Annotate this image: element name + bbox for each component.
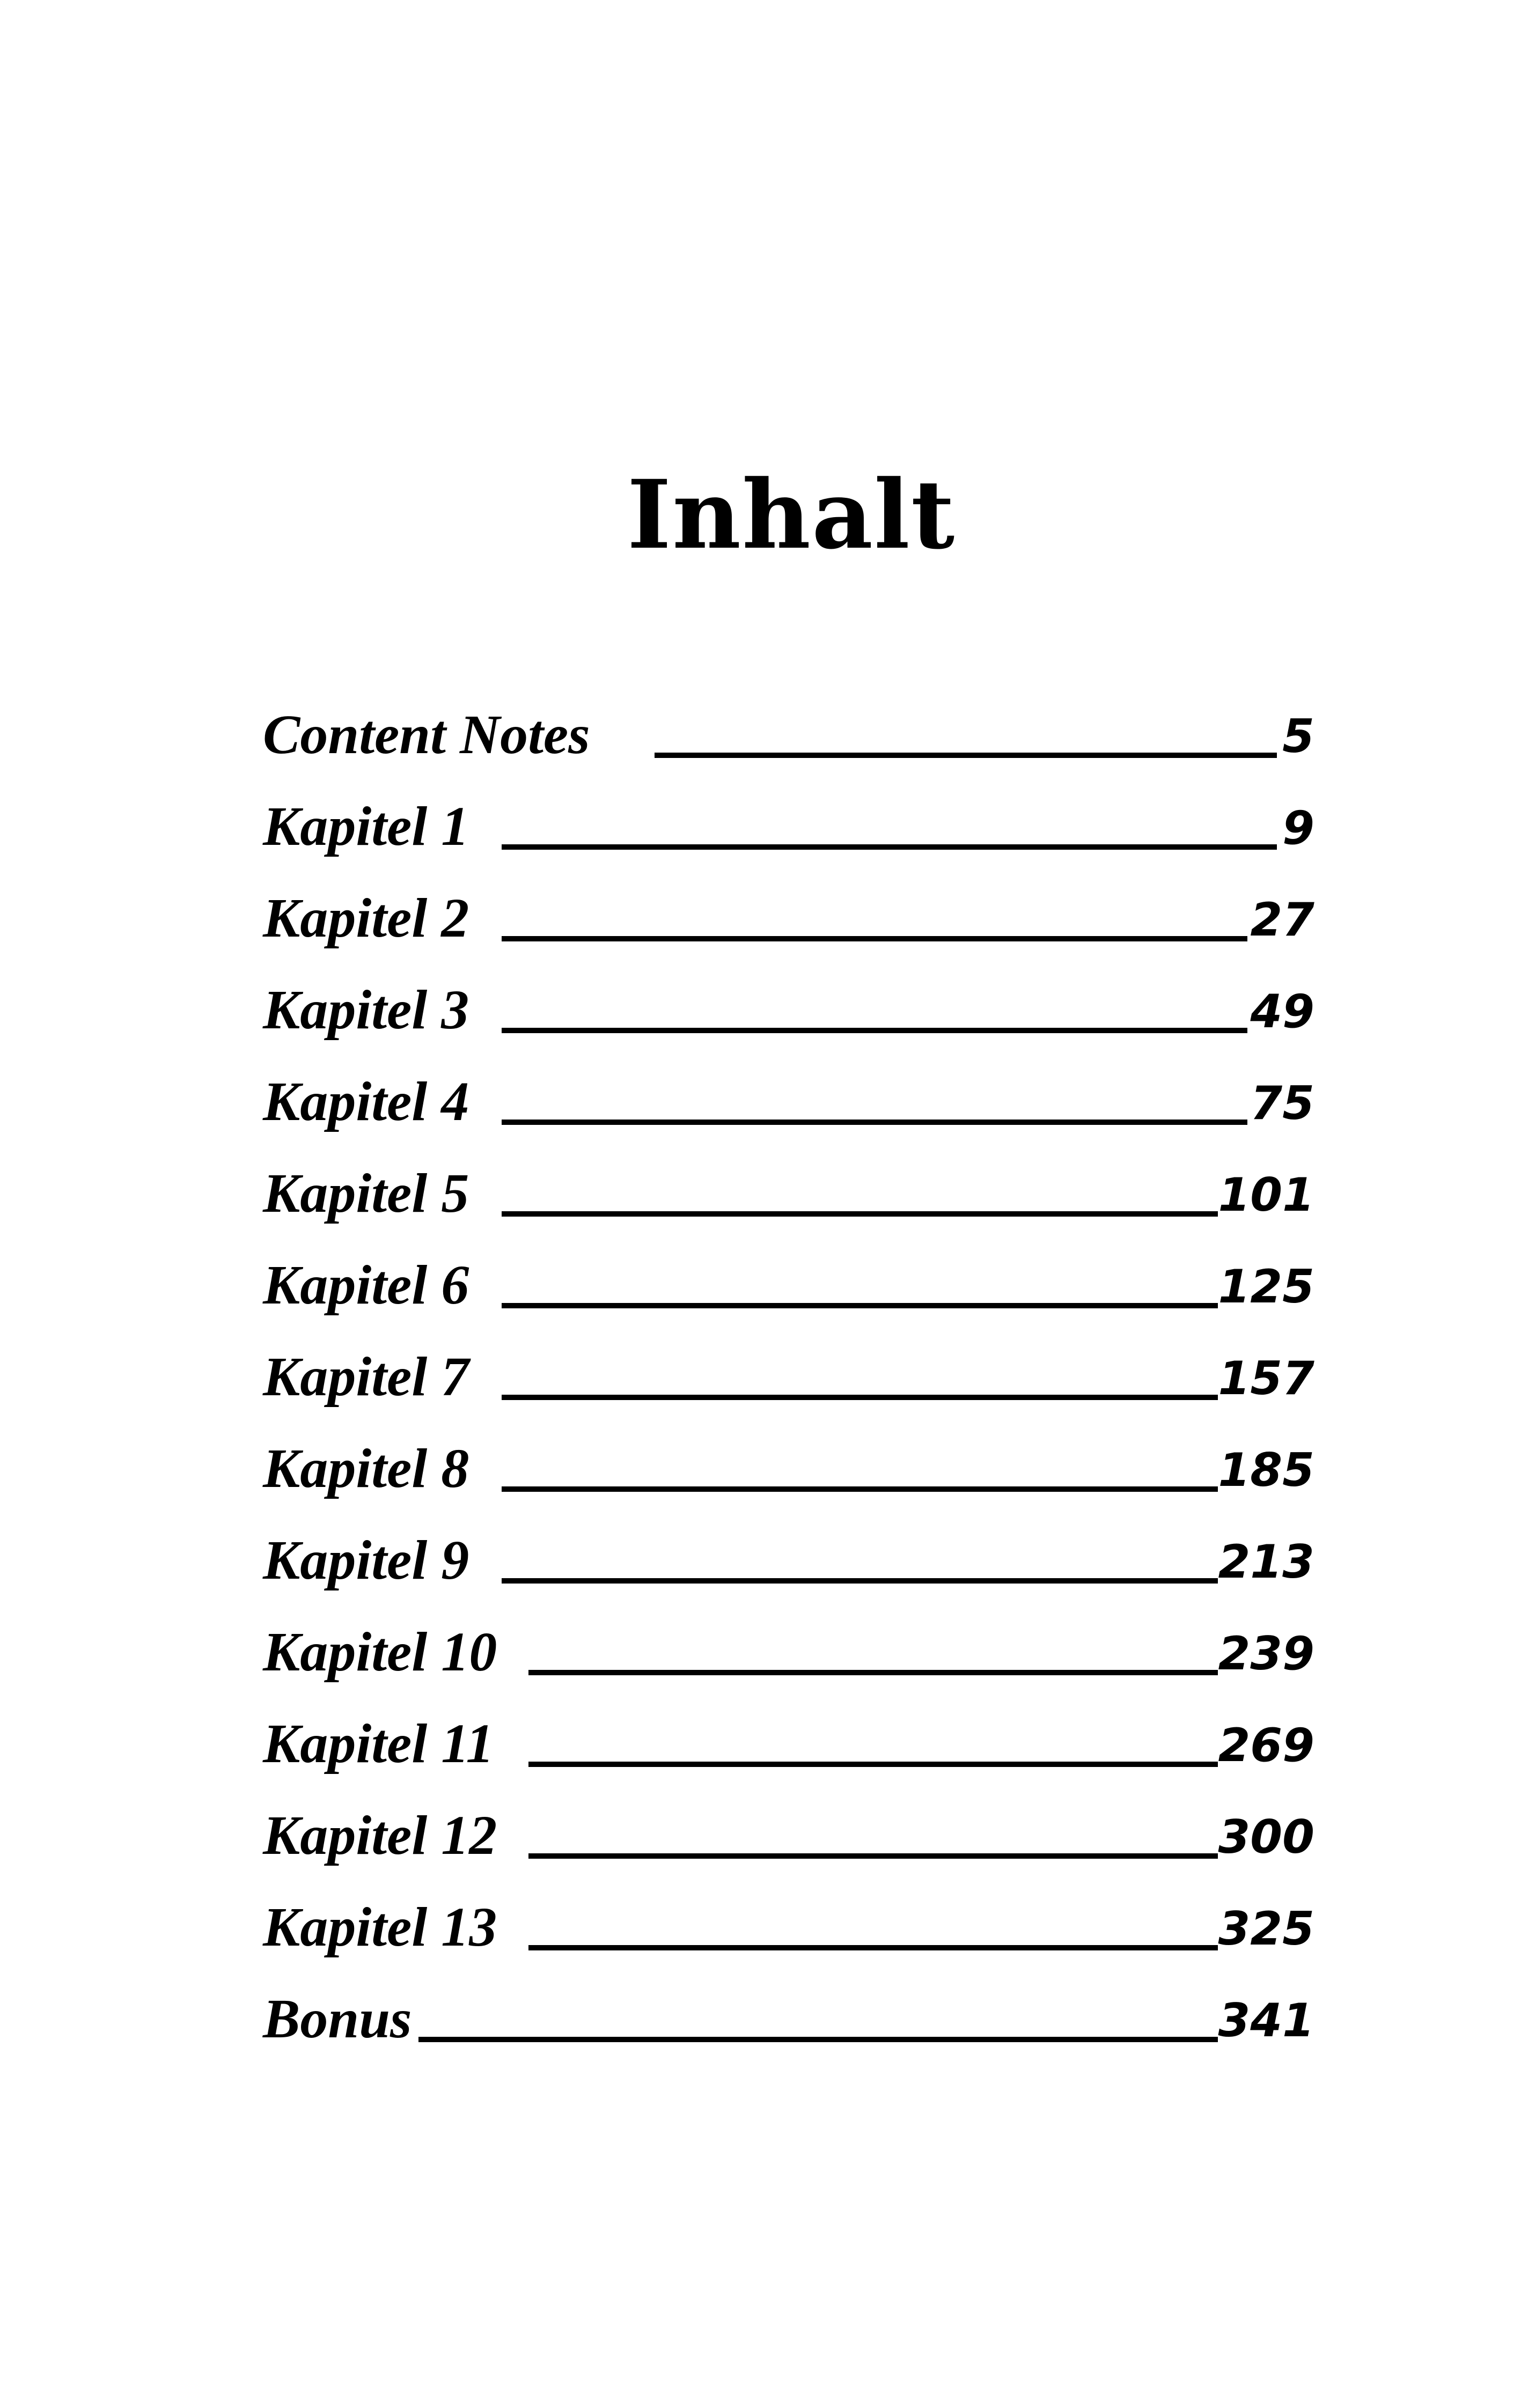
- dotted-leader-line: [418, 2037, 1218, 2042]
- dotted-leader-line: [502, 1395, 1218, 1400]
- toc-entry-title: Kapitel 8: [263, 1438, 469, 1499]
- dotted-leader-line: [502, 936, 1247, 941]
- toc-entry-title: Kapitel 4: [263, 1071, 469, 1132]
- toc-entry-kapitel-2: [263, 875, 1314, 967]
- toc-page-number: 185: [1218, 1444, 1314, 1497]
- toc-page-number: 5: [1282, 710, 1314, 763]
- toc-entry-title: Content Notes: [263, 704, 590, 765]
- toc-entry-kapitel-1: [263, 784, 1314, 875]
- dotted-leader-line: [528, 1945, 1218, 1950]
- toc-entry-bonus: [263, 1976, 1314, 2068]
- toc-entry-kapitel-4: [263, 1059, 1314, 1151]
- dotted-leader-line: [528, 1853, 1218, 1859]
- toc-entry-kapitel-10: [263, 1609, 1314, 1701]
- dotted-leader-line: [528, 1762, 1218, 1767]
- toc-page-number: 213: [1218, 1535, 1314, 1589]
- toc-entry-title: Bonus: [263, 1988, 412, 2050]
- toc-page-number: 101: [1218, 1168, 1314, 1222]
- toc-entry-kapitel-11: [263, 1701, 1314, 1793]
- toc-entry-kapitel-3: [263, 967, 1314, 1059]
- toc-page-number: 239: [1218, 1627, 1314, 1681]
- toc-page-number: 341: [1218, 1994, 1314, 2048]
- toc-page-number: 49: [1250, 985, 1314, 1039]
- toc-entry-title: Kapitel 7: [263, 1346, 469, 1408]
- toc-entry-title: Kapitel 9: [263, 1529, 469, 1591]
- page-title: Inhalt: [627, 459, 956, 570]
- table-of-contents: [263, 692, 1314, 2068]
- toc-page-number: 9: [1282, 801, 1314, 855]
- toc-entry-content-notes: [263, 692, 1314, 784]
- toc-entry-title: Kapitel 12: [263, 1805, 497, 1866]
- dotted-leader-line: [655, 753, 1277, 758]
- dotted-leader-line: [502, 1028, 1247, 1033]
- toc-page-number: 157: [1218, 1352, 1314, 1405]
- toc-entry-title: Kapitel 11: [263, 1713, 494, 1774]
- toc-page-number: 27: [1250, 893, 1314, 947]
- dotted-leader-line: [502, 1486, 1218, 1492]
- toc-page-number: 300: [1218, 1810, 1314, 1864]
- dotted-leader-line: [502, 1211, 1218, 1217]
- toc-entry-title: Kapitel 3: [263, 979, 469, 1041]
- dotted-leader-line: [502, 844, 1277, 850]
- dotted-leader-line: [502, 1303, 1218, 1308]
- toc-page-number: 75: [1250, 1077, 1314, 1130]
- dotted-leader-line: [528, 1670, 1218, 1675]
- toc-entry-kapitel-5: [263, 1151, 1314, 1242]
- toc-entry-kapitel-12: [263, 1793, 1314, 1884]
- toc-entry-title: Kapitel 13: [263, 1896, 497, 1958]
- toc-entry-title: Kapitel 1: [263, 796, 469, 857]
- toc-entry-title: Kapitel 6: [263, 1254, 469, 1316]
- toc-entry-title: Kapitel 10: [263, 1621, 497, 1683]
- toc-entry-kapitel-8: [263, 1426, 1314, 1518]
- toc-page-number: 125: [1218, 1260, 1314, 1314]
- toc-entry-title: Kapitel 2: [263, 887, 469, 949]
- toc-entry-kapitel-7: [263, 1334, 1314, 1426]
- toc-entry-title: Kapitel 5: [263, 1162, 469, 1224]
- toc-entry-kapitel-9: [263, 1518, 1314, 1609]
- toc-page-number: 269: [1218, 1719, 1314, 1772]
- toc-entry-kapitel-13: [263, 1884, 1314, 1976]
- toc-entry-kapitel-6: [263, 1242, 1314, 1334]
- toc-page-number: 325: [1218, 1902, 1314, 1956]
- dotted-leader-line: [502, 1120, 1247, 1125]
- dotted-leader-line: [502, 1578, 1218, 1584]
